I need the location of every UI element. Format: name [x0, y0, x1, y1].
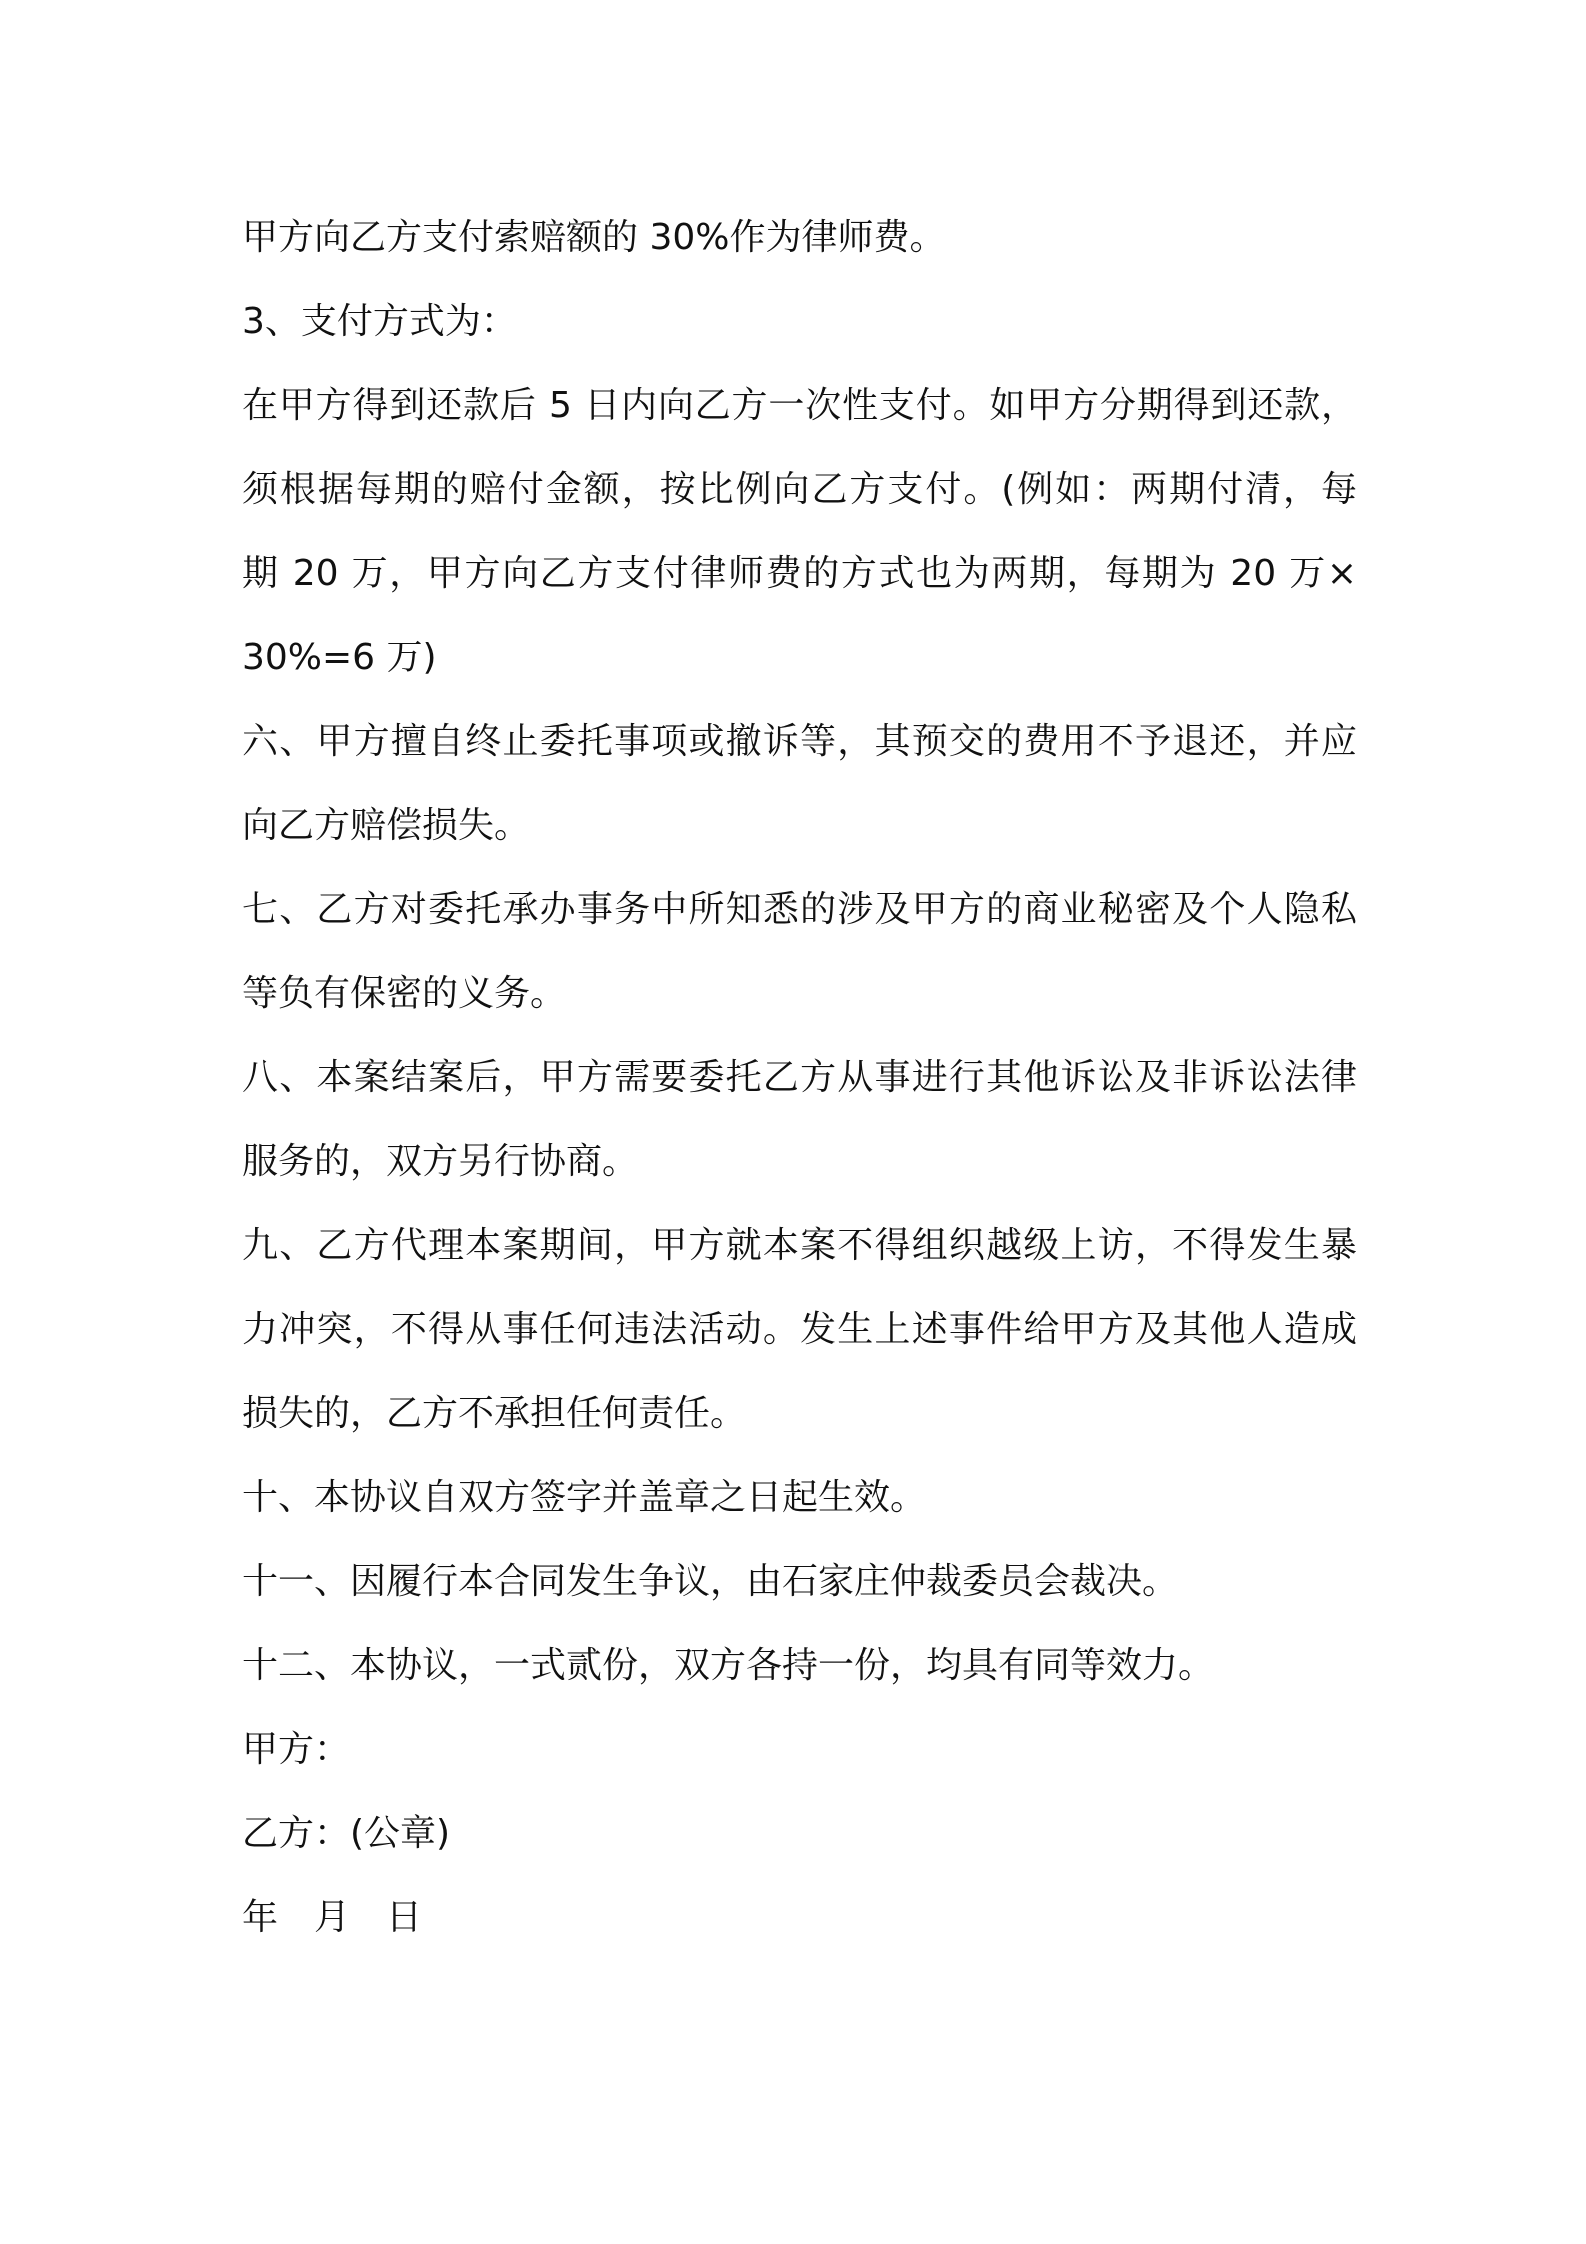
- text-line-payment-1: 在甲方得到还款后 5 日内向乙方一次性支付。如甲方分期得到还款，: [242, 385, 1357, 426]
- document-body: [242, 196, 1357, 1960]
- text-line-clause-7b: 等负有保密的义务。: [242, 973, 567, 1014]
- text-line-clause-9c: 损失的，乙方不承担任何责任。: [242, 1393, 747, 1434]
- text-line-payment-heading: 3、支付方式为：: [242, 301, 517, 342]
- text-line-payment-2: 须根据每期的赔付金额，按比例向乙方支付。(例如：两期付清，每: [242, 469, 1357, 510]
- text-line-clause-11: 十一、因履行本合同发生争议，由石家庄仲裁委员会裁决。: [242, 1561, 1179, 1602]
- date-day: 日: [386, 1897, 423, 1938]
- text-line-payment-4: 30%=6 万): [242, 637, 437, 678]
- text-line-clause-9b: 力冲突，不得从事任何违法活动。发生上述事件给甲方及其他人造成: [242, 1309, 1357, 1350]
- date-month: 月: [314, 1897, 351, 1938]
- text-line-clause-8a: 八、本案结案后，甲方需要委托乙方从事进行其他诉讼及非诉讼法律: [242, 1057, 1357, 1098]
- text-line-payment-3: 期 20 万，甲方向乙方支付律师费的方式也为两期，每期为 20 万×: [242, 553, 1357, 594]
- text-line-clause-12: 十二、本协议，一式贰份，双方各持一份，均具有同等效力。: [242, 1645, 1215, 1686]
- text-line-clause-6b: 向乙方赔偿损失。: [242, 805, 531, 846]
- text-line-clause-9a: 九、乙方代理本案期间，甲方就本案不得组织越级上访，不得发生暴: [242, 1225, 1357, 1266]
- text-line-clause-6a: 六、甲方擅自终止委托事项或撤诉等，其预交的费用不予退还，并应: [242, 721, 1357, 762]
- date-line: [242, 1876, 1357, 1960]
- party-b-signature-line: 乙方：(公章): [242, 1813, 451, 1854]
- text-line-clause-10: 十、本协议自双方签字并盖章之日起生效。: [242, 1477, 927, 1518]
- date-year: 年: [242, 1897, 279, 1938]
- text-line-clause-8b: 服务的，双方另行协商。: [242, 1141, 639, 1182]
- text-line-fee: 甲方向乙方支付索赔额的 30%作为律师费。: [242, 217, 946, 258]
- party-a-signature-line: 甲方：: [242, 1729, 351, 1770]
- text-line-clause-7a: 七、乙方对委托承办事务中所知悉的涉及甲方的商业秘密及个人隐私: [242, 889, 1357, 930]
